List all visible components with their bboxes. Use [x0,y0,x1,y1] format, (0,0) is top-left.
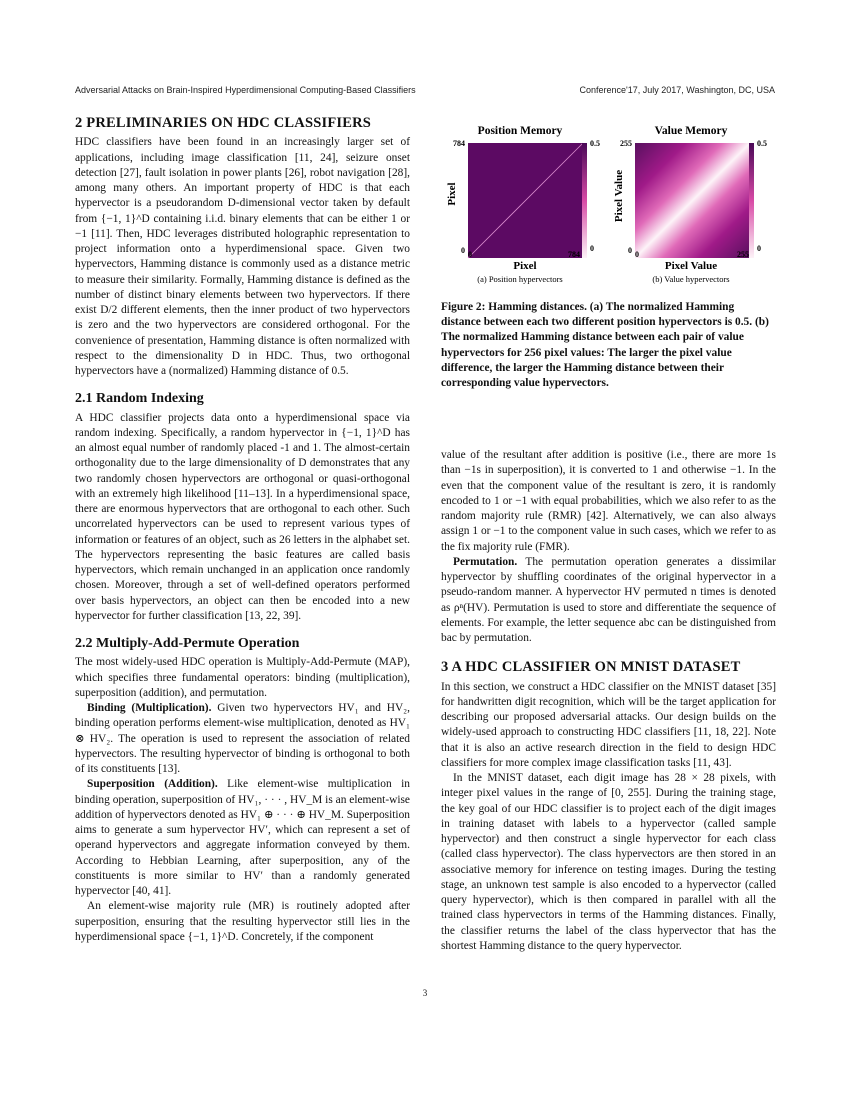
section-heading: 3 A HDC CLASSIFIER ON MNIST DATASET [441,659,741,676]
y-axis-label: Pixel [446,182,458,206]
paragraph: An element-wise majority rule (MR) is routinely adopted after superposition, ensuring that the resulting hypervector still lies in the hyperdimensional space {−1, 1}^D. Concretely, if the component [75,900,410,943]
x-axis-label: Pixel [513,260,537,272]
y-tick-top: 255 [620,139,632,148]
subcaption-a: (a) Position hypervectors [477,274,563,284]
paragraph: The most widely-used HDC operation is Multiply-Add-Permute (MAP), which specifies three fundamental operators: binding (multiplication), superposition (addition), and permutation. [75,656,410,699]
colorbar-bottom-label: 0 [590,244,594,253]
y-axis-label: Pixel Value [613,169,625,223]
y-tick-bottom: 0 [461,246,465,255]
run-in-heading: Permutation. [453,555,518,568]
paragraph-body: Like element-wise multiplication in binding operation, superposition of HV₁, · · · , HV_M is an element-wise addition of hypervectors denoted as HV₁ ⊕ · · · ⊕ HV_M. Superposition aims to generate a sum hypervector HV′, which can represent a set of operand hypervectors and aggregate information conveyed by them. According to Hebbian Learning, after superposition, any of the constituents is more similar to HV′ than a randomly generated hypervector [40, 41]. [75,778,410,897]
page-number: 3 [422,988,428,998]
colorbar [749,143,754,258]
running-header-left: Adversarial Attacks on Brain-Inspired Hyperdimensional Computing-Based Classifiers [75,85,416,95]
subsection-heading: 2.1 Random Indexing [75,391,204,407]
colorbar-top-label: 0.5 [757,139,767,148]
run-in-heading: Binding (Multiplication). [87,702,212,714]
subsection-heading: 2.2 Multiply-Add-Permute Operation [75,636,300,651]
figure-caption: Figure 2: Hamming distances. (a) The normalized Hamming distance between each two different position hypervectors is 0.5. (b) The normalized Hamming distance between each pair of value hypervectors for 256 pixel values: The larger the pixel value difference, the larger the Hamming distance between their corresponding value hypervectors. [441,301,769,390]
x-tick-left: 0 [468,250,472,259]
figure-2 [441,116,776,291]
subcaption-b: (b) Value hypervectors [652,274,730,284]
x-tick-right: 255 [737,250,749,259]
paragraph: In this section, we construct a HDC classifier on the MNIST dataset [35] for handwritten digit recognition, which will be the target application for describing our proposed adversarial attacks. Our design builds on the widely-used approach to constructing HDC classifiers [11, 18, 22]. Note that it is also an active research direction in the field to design HDC classifiers for more complex image classification tasks [11, 43]. [441,680,776,769]
hamming-heatmaps [441,116,776,286]
paragraph: In the MNIST dataset, each digit image has 28 × 28 pixels, with integer pixel values in the range of [0, 255]. During the training stage, the key goal of our HDC classifier is to project each of the digit images in training dataset with labels to a hypervector (called sample hypervector) and then construct a single hypervector for each class (called class hypervector). The class hypervectors are then stored in an associative memory for inference on testing images. During the testing stage, an unknown test sample is also encoded to a hypervector (called query hypervector), which is then compared in parallel with all the trained class hypervectors in terms of the Hamming distances. Finally, the classifier returns the label of the class hypervector that has the shortest Hamming distance to the query hypervector. [441,772,776,952]
right-column [441,448,776,954]
paragraph: value of the resultant after addition is positive (i.e., there are more 1s than −1s in superposition), it is converted to 1 and otherwise −1. In the even that the component value of the resultant is zero, it is randomly encoded to 1 or −1 with equal probabilities, which we also refer to as the random majority rule (RMR) [42]. Alternatively, we can also always assign 1 or −1 to the component value in such cases, which we refer to as the fix majority rule (FMR). [441,449,776,553]
paragraph: A HDC classifier projects data onto a hyperdimensional space via random indexing. Specifically, a random hypervector in {−1, 1}^D has an almost equal number of randomly placed -1 and 1. The almost-certain orthogonality due to the large dimensionality of D demonstrates that any two randomly chosen hypervectors are orthogonal or quasi-orthogonal with an extremely high likelihood [11–13]. In a hyperdimensional space, there are enormous hypervectors that are orthogonal to each other. Such uncorrelated hypervectors can be used to represent various types of information or features of an object, such as 26 letters in the alphabet set. The hypervectors representing the basic features are called basis hypervectors, which remain unchanged in an application once randomly chosen. Moreover, through a set of well-defined operators performed over basis hypervectors, an object can then be encoded into a new hypervector for further classification [13, 22, 39]. [75,411,410,622]
paragraph-body: Given two hypervectors HV₁ and HV₂, binding operation performs element-wise multiplication, denoted as HV₁ ⊗ HV₂. The operation is used to represent the association of related hypervectors. The resulting hypervector of binding is orthogonal to both of its constituents [13]. [75,702,410,775]
paragraph [75,701,410,777]
run-in-heading: Superposition (Addition). [87,778,218,791]
left-column [75,116,410,945]
paragraph-body: The permutation operation generates a dissimilar hypervector by shuffling coordinates of the original hypervector in a pseudo-random manner. A hypervector HV permuted n times is denoted as ρⁿ(HV). Permutation is used to store and differentiate the sequence of elements. For example, the letter sequence abc can be distinguished from bac by permutation. [441,555,776,644]
panel-a-title: Position Memory [477,125,563,137]
paragraph [75,777,410,899]
colorbar [582,143,587,258]
colorbar-top-label: 0.5 [590,139,600,148]
panel-b-title: Value Memory [654,125,728,137]
x-axis-label: Pixel Value [664,260,718,272]
paragraph [441,555,776,647]
y-tick-bottom: 0 [628,246,632,255]
value-heatmap [635,143,750,258]
colorbar-bottom-label: 0 [757,244,761,253]
x-tick-right: 784 [568,250,580,259]
running-header-right: Conference'17, July 2017, Washington, DC, USA [579,85,775,95]
x-tick-left: 0 [635,250,639,259]
section-heading: 2 PRELIMINARIES ON HDC CLASSIFIERS [75,115,372,131]
paragraph: HDC classifiers have been found in an increasingly larger set of applications, including image classification [11, 24], seizure onset detection [27], fault isolation in power plants [26], robot navigation [28], among many others. An important property of HDC is that each hypervector is a pseudorandom D-dimensional vector taken by default from {−1, 1}^D containing i.i.d. binary elements that can be either 1 or −1 [11]. Then, HDC leverages distributed holographic representation to project information onto a hyperdimensional space. Given two hypervectors, Hamming distance is commonly used as a distance metric to measure their similarity. Formally, Hamming distance is defined as the number of distinct binary elements between two hypervectors. If there exist D/2 different elements, then the inner product of two hypervectors is zero and the two hypervectors are considered orthogonal. For the convenience of presentation, Hamming distance is often normalized with respect to the dimensionality D in HDC. Thus, two orthogonal hypervectors have a (normalized) Hamming distance of 0.5. [75,136,410,377]
y-tick-top: 784 [453,139,465,148]
